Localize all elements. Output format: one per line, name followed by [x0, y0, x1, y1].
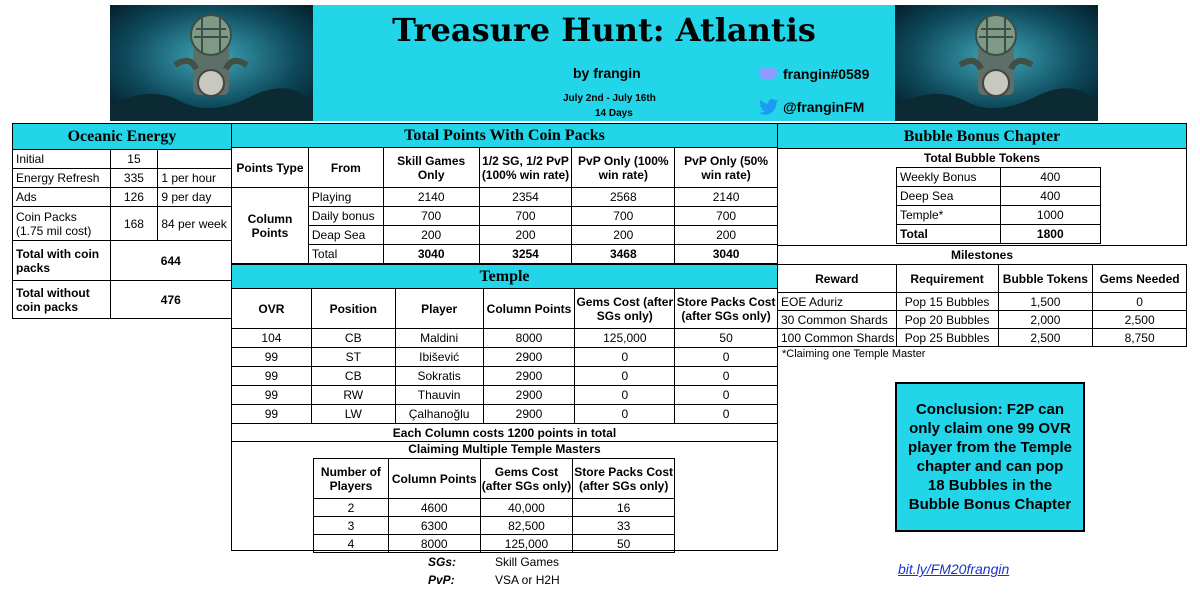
table-cell: 0: [575, 386, 675, 405]
legend-pvp-key: PvP:: [428, 573, 455, 587]
total-without-label: Total without coin packs: [13, 281, 111, 319]
underwater-artifact-icon: [895, 5, 1098, 121]
duration-label: 14 Days: [595, 108, 633, 119]
table-cell: 8000: [388, 535, 480, 553]
table-cell: 0: [675, 348, 778, 367]
table-row-label: Daily bonus: [308, 207, 383, 226]
token-value: 400: [1000, 168, 1100, 187]
twitter-handle[interactable]: @franginFM: [783, 99, 865, 115]
temple-table: [231, 264, 778, 442]
discord-handle[interactable]: frangin#0589: [783, 66, 870, 82]
table-row: [232, 367, 778, 386]
legend-sg-value: Skill Games: [495, 555, 560, 569]
store-packs-header: Store Packs Cost (after SGs only): [573, 459, 675, 499]
table-cell: 4: [314, 535, 389, 553]
table-cell: 125,000: [480, 535, 573, 553]
half-sg-header: 1/2 SG, 1/2 PvP (100% win rate): [479, 148, 572, 188]
total-without-value: 476: [110, 281, 231, 319]
bubble-bonus-title: Bubble Bonus Chapter: [777, 123, 1187, 149]
table-row: [232, 348, 778, 367]
right-banner-image: [895, 5, 1098, 121]
energy-value: 126: [110, 188, 158, 207]
column-points-header: Column Points: [483, 289, 575, 329]
table-cell: 99: [232, 386, 312, 405]
table-cell: 8000: [483, 329, 575, 348]
total-points-table: [231, 123, 778, 264]
total-points-title: Total Points With Coin Packs: [232, 124, 778, 148]
table-cell: 0: [675, 405, 778, 424]
energy-note: 1 per hour: [158, 169, 232, 188]
reward-header: Reward: [778, 265, 897, 293]
table-row: [314, 535, 675, 553]
table-cell: 2900: [483, 348, 575, 367]
table-cell: Ibišević: [395, 348, 483, 367]
token-value: 400: [1000, 187, 1100, 206]
table-cell: Çalhanoğlu: [395, 405, 483, 424]
table-row-label: Playing: [308, 188, 383, 207]
column-cost-note: Each Column costs 1200 points in total: [232, 424, 778, 442]
table-cell: 0: [675, 367, 778, 386]
table-row: [314, 517, 675, 535]
table-cell: 700: [572, 207, 675, 226]
gems-cost-header: Gems Cost (after SGs only): [575, 289, 675, 329]
table-cell: Maldini: [395, 329, 483, 348]
table-cell: 200: [383, 226, 479, 245]
energy-label: Initial: [13, 150, 111, 169]
energy-value: 335: [110, 169, 158, 188]
energy-note: 9 per day: [158, 188, 232, 207]
table-cell: 3040: [383, 245, 479, 264]
table-row: [778, 293, 1187, 311]
oceanic-energy-table: [12, 123, 232, 319]
energy-label: [13, 207, 111, 241]
table-cell: 2568: [572, 188, 675, 207]
gems-cost-header: Gems Cost (after SGs only): [480, 459, 573, 499]
energy-label: Energy Refresh: [13, 169, 111, 188]
column-points-header: Column Points: [388, 459, 480, 499]
table-cell: Sokratis: [395, 367, 483, 386]
table-row: [778, 329, 1187, 347]
temple-title: Temple: [232, 265, 778, 289]
claiming-multiple-table: [313, 458, 675, 553]
table-cell: 2900: [483, 405, 575, 424]
discord-icon: [759, 67, 777, 80]
table-cell: 1,500: [998, 293, 1093, 311]
table-cell: 2,500: [998, 329, 1093, 347]
author-label: by frangin: [573, 65, 641, 81]
store-packs-header: Store Packs Cost (after SGs only): [675, 289, 778, 329]
coin-packs-label: Coin Packs: [16, 209, 77, 224]
column-points-label: Column Points: [232, 188, 309, 264]
token-value: 1000: [1000, 206, 1100, 225]
table-cell: 40,000: [480, 499, 573, 517]
table-cell: 30 Common Shards: [778, 311, 897, 329]
energy-value: 15: [110, 150, 158, 169]
table-cell: 0: [575, 405, 675, 424]
table-cell: 700: [383, 207, 479, 226]
twitter-icon: [759, 99, 779, 115]
table-row: [232, 386, 778, 405]
milestones-table: [777, 264, 1187, 347]
table-cell: 3468: [572, 245, 675, 264]
table-cell: 50: [675, 329, 778, 348]
token-source-label: Temple*: [897, 206, 1001, 225]
table-cell: 2900: [483, 367, 575, 386]
coin-packs-cost: (1.75 mil cost): [16, 223, 92, 238]
token-source-label: Deep Sea: [897, 187, 1001, 206]
points-type-header: Points Type: [232, 148, 309, 188]
legend-sg-key: SGs:: [428, 555, 457, 569]
oceanic-energy-title: Oceanic Energy: [13, 124, 232, 150]
table-cell: 0: [1093, 293, 1187, 311]
table-cell: 2140: [383, 188, 479, 207]
milestones-title: Milestones: [950, 248, 1013, 262]
table-row-label: Total: [308, 245, 383, 264]
conclusion-text: Conclusion: F2P can only claim one 99 OVR player from the Temple chapter and can pop 18 Bubbles in the Bubble Bonus Chapter: [908, 401, 1072, 513]
table-cell: 16: [573, 499, 675, 517]
left-banner-image: [110, 5, 313, 121]
table-cell: CB: [311, 329, 395, 348]
table-cell: 125,000: [575, 329, 675, 348]
bubble-tokens-table: [896, 167, 1101, 244]
table-row: [778, 311, 1187, 329]
legend-pvp-value: VSA or H2H: [495, 573, 560, 587]
table-cell: 3040: [675, 245, 778, 264]
position-header: Position: [311, 289, 395, 329]
requirement-header: Requirement: [896, 265, 998, 293]
energy-note: 84 per week: [158, 207, 232, 241]
gems-needed-header: Gems Needed: [1093, 265, 1187, 293]
table-cell: 0: [575, 348, 675, 367]
player-header: Player: [395, 289, 483, 329]
pvp-50-header: PvP Only (50% win rate): [675, 148, 778, 188]
energy-value: 168: [110, 207, 158, 241]
table-cell: Pop 20 Bubbles: [896, 311, 998, 329]
table-cell: 200: [675, 226, 778, 245]
table-cell: ST: [311, 348, 395, 367]
skill-games-header: Skill Games Only: [383, 148, 479, 188]
table-cell: RW: [311, 386, 395, 405]
table-cell: Pop 15 Bubbles: [896, 293, 998, 311]
page-title: Treasure Hunt: Atlantis: [392, 11, 816, 49]
table-cell: 8,750: [1093, 329, 1187, 347]
table-row: [314, 499, 675, 517]
total-with-value: 644: [110, 241, 231, 281]
table-cell: 2,500: [1093, 311, 1187, 329]
table-cell: LW: [311, 405, 395, 424]
table-cell: 0: [575, 367, 675, 386]
token-source-label: Weekly Bonus: [897, 168, 1001, 187]
table-cell: 2900: [483, 386, 575, 405]
table-cell: 2,000: [998, 311, 1093, 329]
token-total-label: Total: [897, 225, 1001, 244]
pvp-100-header: PvP Only (100% win rate): [572, 148, 675, 188]
underwater-artifact-icon: [110, 5, 313, 121]
number-players-header: Number of Players: [314, 459, 389, 499]
table-cell: 104: [232, 329, 312, 348]
table-cell: 33: [573, 517, 675, 535]
total-with-label: Total with coin packs: [13, 241, 111, 281]
table-cell: 700: [479, 207, 572, 226]
table-cell: 200: [479, 226, 572, 245]
table-cell: Pop 25 Bubbles: [896, 329, 998, 347]
table-cell: 2140: [675, 188, 778, 207]
table-cell: 2: [314, 499, 389, 517]
table-cell: 2354: [479, 188, 572, 207]
ovr-header: OVR: [232, 289, 312, 329]
energy-label: Ads: [13, 188, 111, 207]
table-cell: 99: [232, 348, 312, 367]
energy-note: [158, 150, 232, 169]
bubble-tokens-title: Total Bubble Tokens: [923, 151, 1041, 165]
table-cell: 200: [572, 226, 675, 245]
token-total-value: 1800: [1000, 225, 1100, 244]
table-row: [232, 405, 778, 424]
table-row-label: Deap Sea: [308, 226, 383, 245]
bubble-tokens-header: Bubble Tokens: [998, 265, 1093, 293]
table-cell: 0: [675, 386, 778, 405]
table-cell: EOE Aduriz: [778, 293, 897, 311]
table-cell: 3254: [479, 245, 572, 264]
table-cell: 700: [675, 207, 778, 226]
table-cell: CB: [311, 367, 395, 386]
bitly-link[interactable]: bit.ly/FM20frangin: [898, 561, 1010, 577]
table-row: [232, 329, 778, 348]
table-cell: Thauvin: [395, 386, 483, 405]
conclusion-box: [895, 382, 1085, 532]
temple-footnote: *Claiming one Temple Master: [782, 348, 926, 360]
claiming-multiple-title: Claiming Multiple Temple Masters: [408, 442, 601, 456]
header-panel: [313, 5, 895, 121]
table-cell: 50: [573, 535, 675, 553]
table-cell: 99: [232, 367, 312, 386]
from-header: From: [308, 148, 383, 188]
table-cell: 6300: [388, 517, 480, 535]
table-cell: 100 Common Shards: [778, 329, 897, 347]
table-cell: 4600: [388, 499, 480, 517]
table-cell: 82,500: [480, 517, 573, 535]
table-cell: 3: [314, 517, 389, 535]
date-range: July 2nd - July 16th: [563, 93, 656, 104]
table-cell: 99: [232, 405, 312, 424]
